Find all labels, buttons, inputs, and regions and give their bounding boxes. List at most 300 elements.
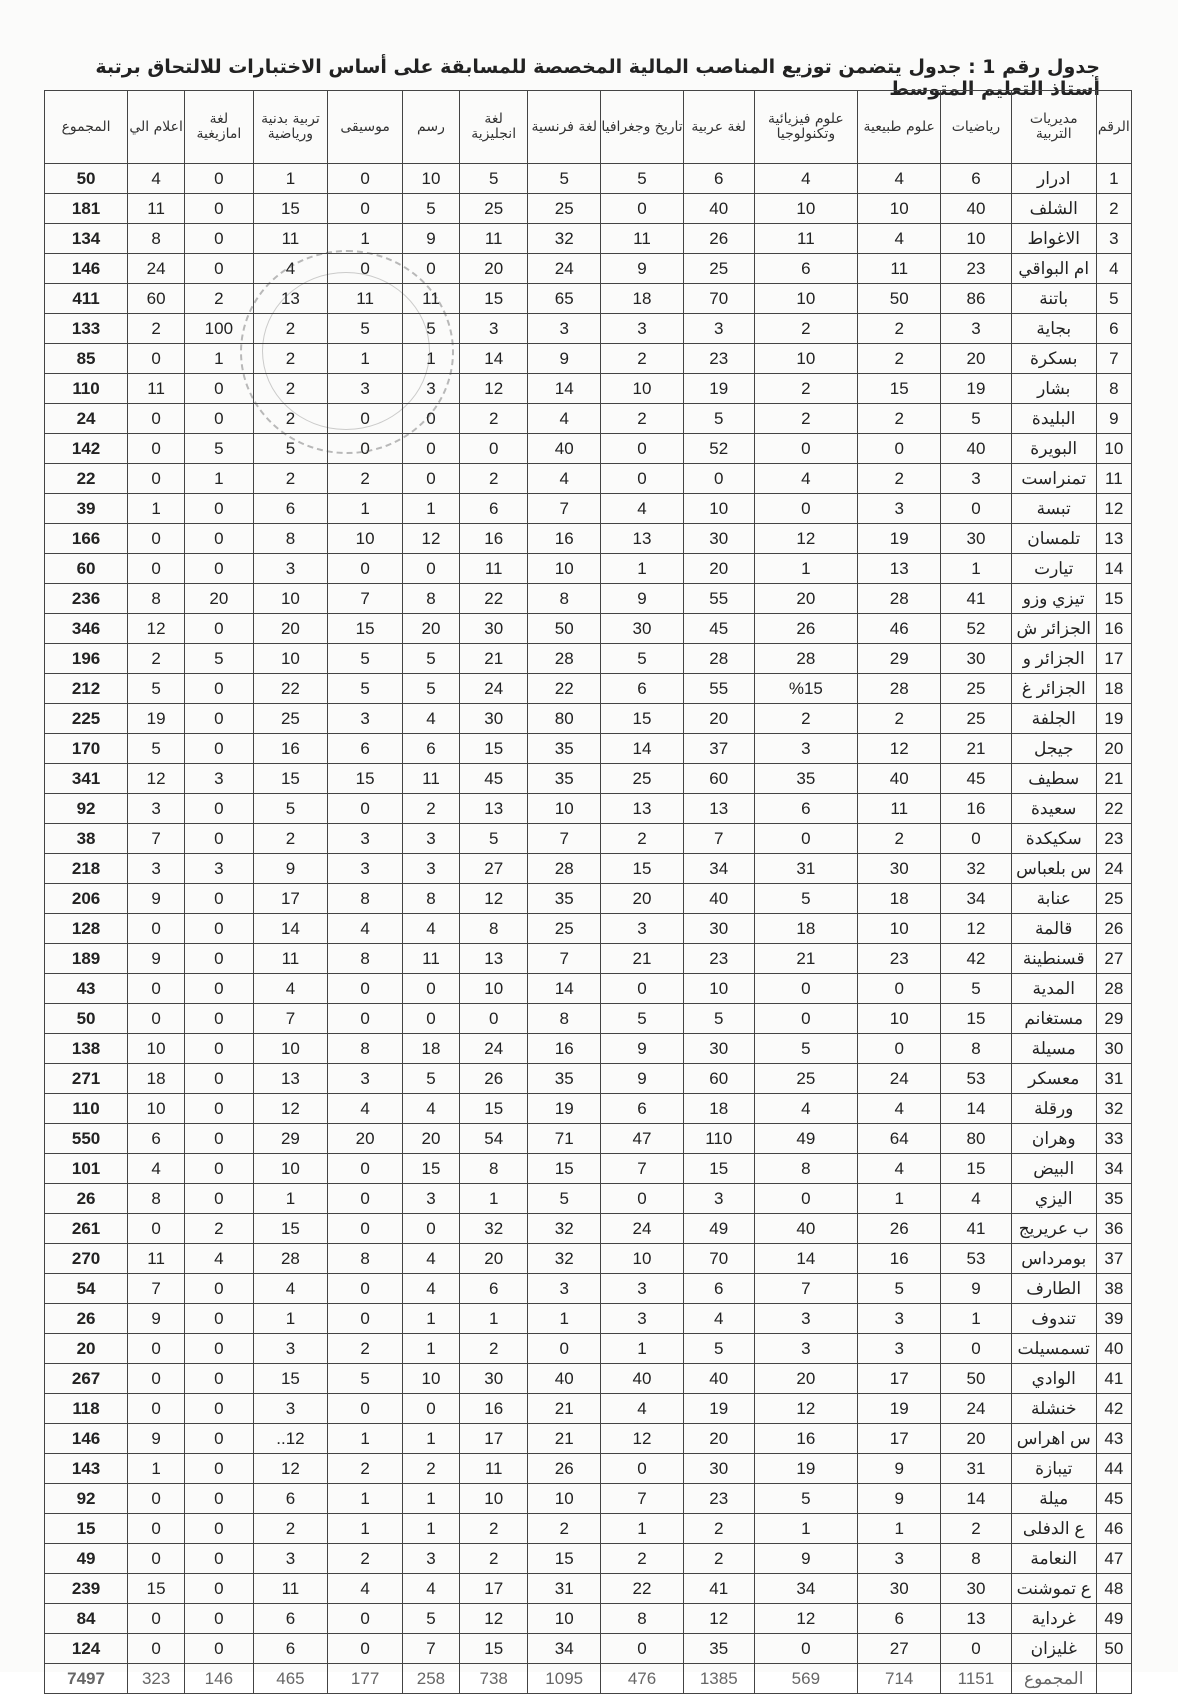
value-cell: 1 (941, 554, 1012, 584)
directorate-cell: الجزائر ش (1011, 614, 1096, 644)
value-cell: 8 (328, 1244, 403, 1274)
column-header: مديريات التربية (1011, 91, 1096, 164)
row-total-cell: 212 (45, 674, 128, 704)
value-cell: 15 (459, 1094, 527, 1124)
value-cell: 3 (402, 854, 459, 884)
value-cell: 7 (601, 1154, 684, 1184)
value-cell: 9 (754, 1544, 858, 1574)
value-cell: 4 (754, 164, 858, 194)
value-cell: 1 (754, 1514, 858, 1544)
value-cell: 6 (328, 734, 403, 764)
value-cell: 28 (528, 854, 601, 884)
value-cell: 18 (402, 1034, 459, 1064)
value-cell: 7 (528, 944, 601, 974)
directorate-cell: تمنراست (1011, 464, 1096, 494)
value-cell: 4 (128, 1154, 185, 1184)
value-cell: 24 (128, 254, 185, 284)
directorate-cell: معسكر (1011, 1064, 1096, 1094)
value-cell: 5 (128, 734, 185, 764)
value-cell: 41 (683, 1574, 754, 1604)
value-cell: 40 (858, 764, 941, 794)
value-cell: 8 (328, 884, 403, 914)
row-number-cell: 10 (1096, 434, 1131, 464)
value-cell: 12.. (253, 1424, 328, 1454)
table-row (45, 1034, 1132, 1064)
value-cell: 24 (601, 1214, 684, 1244)
value-cell: 2 (683, 1514, 754, 1544)
directorate-cell: الجلفة (1011, 704, 1096, 734)
value-cell: 34 (528, 1634, 601, 1664)
value-cell: 7 (402, 1634, 459, 1664)
directorate-cell: س بلعباس (1011, 854, 1096, 884)
value-cell: 0 (185, 1484, 253, 1514)
value-cell: 8 (459, 1154, 527, 1184)
row-number-cell: 36 (1096, 1214, 1131, 1244)
value-cell: 14 (941, 1094, 1012, 1124)
row-total-cell: 170 (45, 734, 128, 764)
value-cell: 177 (328, 1664, 403, 1694)
directorate-cell: الشلف (1011, 194, 1096, 224)
value-cell: 11 (402, 284, 459, 314)
table-row (45, 1094, 1132, 1124)
value-cell: 10 (128, 1094, 185, 1124)
value-cell: 3 (941, 314, 1012, 344)
value-cell: 8 (601, 1604, 684, 1634)
value-cell: 6 (253, 1604, 328, 1634)
directorate-cell: ام البواقي (1011, 254, 1096, 284)
value-cell: 1 (402, 1484, 459, 1514)
row-total-cell: 133 (45, 314, 128, 344)
directorate-cell: الطارف (1011, 1274, 1096, 1304)
table-row (45, 794, 1132, 824)
value-cell: 16 (459, 524, 527, 554)
value-cell: 9 (858, 1484, 941, 1514)
value-cell: 0 (128, 1484, 185, 1514)
value-cell: 9 (253, 854, 328, 884)
value-cell: 20 (402, 1124, 459, 1154)
value-cell: 2 (754, 374, 858, 404)
value-cell: 17 (253, 884, 328, 914)
value-cell: 13 (253, 284, 328, 314)
table-row (45, 434, 1132, 464)
value-cell: 10 (253, 1034, 328, 1064)
value-cell: 5 (941, 974, 1012, 1004)
value-cell: 1 (402, 1304, 459, 1334)
value-cell: 0 (683, 464, 754, 494)
row-number-cell: 42 (1096, 1394, 1131, 1424)
value-cell: 0 (185, 1154, 253, 1184)
value-cell: 14 (253, 914, 328, 944)
row-number-cell: 29 (1096, 1004, 1131, 1034)
value-cell: 4 (328, 1574, 403, 1604)
value-cell: 15 (528, 1154, 601, 1184)
value-cell: 1 (402, 1514, 459, 1544)
table-row (45, 974, 1132, 1004)
value-cell: 2 (459, 1514, 527, 1544)
value-cell: 5 (402, 644, 459, 674)
value-cell: 17 (459, 1424, 527, 1454)
table-row (45, 764, 1132, 794)
row-total-cell: 411 (45, 284, 128, 314)
value-cell: 14 (941, 1484, 1012, 1514)
value-cell: %15 (754, 674, 858, 704)
value-cell: 3 (402, 374, 459, 404)
value-cell: 7 (683, 824, 754, 854)
value-cell: 3 (601, 314, 684, 344)
value-cell: 3 (941, 464, 1012, 494)
value-cell: 32 (459, 1214, 527, 1244)
value-cell: 12 (941, 914, 1012, 944)
value-cell: 2 (528, 1514, 601, 1544)
value-cell: 16 (253, 734, 328, 764)
value-cell: 6 (754, 794, 858, 824)
row-total-cell: 146 (45, 1424, 128, 1454)
value-cell: 40 (683, 194, 754, 224)
value-cell: 50 (528, 614, 601, 644)
row-total-cell: 181 (45, 194, 128, 224)
value-cell: 0 (185, 1394, 253, 1424)
value-cell: 15 (459, 284, 527, 314)
row-total-cell: 101 (45, 1154, 128, 1184)
table-row (45, 1574, 1132, 1604)
row-number-cell: 43 (1096, 1424, 1131, 1454)
value-cell: 3 (858, 1544, 941, 1574)
row-total-cell: 20 (45, 1334, 128, 1364)
value-cell: 30 (941, 1574, 1012, 1604)
value-cell: 1 (253, 164, 328, 194)
value-cell: 15 (941, 1004, 1012, 1034)
row-number-cell: 32 (1096, 1094, 1131, 1124)
value-cell: 40 (941, 194, 1012, 224)
value-cell: 15 (128, 1574, 185, 1604)
value-cell: 12 (402, 524, 459, 554)
value-cell: 24 (941, 1394, 1012, 1424)
row-total-cell: 146 (45, 254, 128, 284)
value-cell: 10 (253, 584, 328, 614)
table-title: جدول رقم 1 : جدول يتضمن توزيع المناصب المالية المخصصة للمسابقة على أساس الاختبارات للالتحاق برتبة أستاذ التعليم المتوسط (95, 56, 1100, 100)
value-cell: 18 (128, 1064, 185, 1094)
directorate-cell: المدية (1011, 974, 1096, 1004)
row-total-cell: 341 (45, 764, 128, 794)
value-cell: 12 (683, 1604, 754, 1634)
value-cell: 9 (528, 344, 601, 374)
value-cell: 0 (185, 1184, 253, 1214)
value-cell: 10 (858, 914, 941, 944)
row-total-cell: 206 (45, 884, 128, 914)
value-cell: 4 (941, 1184, 1012, 1214)
value-cell: 6 (683, 164, 754, 194)
directorate-cell: قالمة (1011, 914, 1096, 944)
value-cell: 3 (402, 1184, 459, 1214)
value-cell: 2 (402, 1454, 459, 1484)
row-total-cell: 43 (45, 974, 128, 1004)
value-cell: 2 (128, 314, 185, 344)
table-row (45, 1184, 1132, 1214)
value-cell: 2 (601, 1544, 684, 1574)
row-number-cell: 26 (1096, 914, 1131, 944)
value-cell: 26 (858, 1214, 941, 1244)
value-cell: 8 (528, 584, 601, 614)
value-cell: 0 (185, 554, 253, 584)
value-cell: 25 (941, 674, 1012, 704)
table-row (45, 944, 1132, 974)
value-cell: 49 (754, 1124, 858, 1154)
value-cell: 0 (185, 794, 253, 824)
directorate-cell: النعامة (1011, 1544, 1096, 1574)
value-cell: 16 (459, 1394, 527, 1424)
value-cell: 10 (253, 1154, 328, 1184)
value-cell: 8 (402, 884, 459, 914)
row-number-cell: 46 (1096, 1514, 1131, 1544)
value-cell: 2 (754, 704, 858, 734)
value-cell: 5 (328, 1364, 403, 1394)
value-cell: 11 (128, 194, 185, 224)
row-number-cell: 35 (1096, 1184, 1131, 1214)
value-cell: 1 (328, 494, 403, 524)
directorate-cell: تيارت (1011, 554, 1096, 584)
value-cell: 12 (128, 764, 185, 794)
value-cell: 31 (528, 1574, 601, 1604)
value-cell: 3 (601, 1274, 684, 1304)
value-cell: 45 (459, 764, 527, 794)
value-cell: 3 (754, 1304, 858, 1334)
row-number-cell: 4 (1096, 254, 1131, 284)
total-row (45, 1664, 1132, 1694)
row-number-cell: 18 (1096, 674, 1131, 704)
value-cell: 35 (528, 1064, 601, 1094)
value-cell: 2 (459, 404, 527, 434)
value-cell: 5 (459, 164, 527, 194)
table-row (45, 464, 1132, 494)
value-cell: 6 (459, 494, 527, 524)
value-cell: 1 (128, 1454, 185, 1484)
value-cell: 34 (754, 1574, 858, 1604)
value-cell: 0 (185, 674, 253, 704)
value-cell: 8 (941, 1034, 1012, 1064)
table-row (45, 1484, 1132, 1514)
value-cell: 14 (528, 374, 601, 404)
value-cell: 9 (601, 1034, 684, 1064)
table-row (45, 1514, 1132, 1544)
value-cell: 32 (941, 854, 1012, 884)
row-number-cell: 27 (1096, 944, 1131, 974)
value-cell: 11 (754, 224, 858, 254)
value-cell: 5 (683, 1334, 754, 1364)
value-cell: 22 (253, 674, 328, 704)
value-cell: 16 (858, 1244, 941, 1274)
table-row (45, 1364, 1132, 1394)
value-cell: 12 (601, 1424, 684, 1454)
value-cell: 21 (528, 1424, 601, 1454)
value-cell: 20 (459, 1244, 527, 1274)
value-cell: 0 (185, 494, 253, 524)
table-row (45, 254, 1132, 284)
value-cell: 0 (128, 1214, 185, 1244)
value-cell: 0 (185, 944, 253, 974)
value-cell: 7 (528, 824, 601, 854)
row-total-cell: 236 (45, 584, 128, 614)
value-cell: 0 (128, 404, 185, 434)
value-cell: 30 (683, 914, 754, 944)
row-number-cell: 39 (1096, 1304, 1131, 1334)
value-cell: 15 (601, 854, 684, 884)
value-cell: 2 (459, 464, 527, 494)
table-row (45, 1394, 1132, 1424)
table-body (45, 164, 1132, 1694)
table-row (45, 674, 1132, 704)
value-cell: 12 (253, 1094, 328, 1124)
value-cell: 3 (253, 1394, 328, 1424)
value-cell: 86 (941, 284, 1012, 314)
value-cell: 1 (402, 1334, 459, 1364)
value-cell: 25 (601, 764, 684, 794)
row-number-cell: 19 (1096, 704, 1131, 734)
value-cell: 3 (185, 854, 253, 884)
value-cell: 3 (328, 704, 403, 734)
value-cell: 2 (328, 1544, 403, 1574)
value-cell: 1 (328, 1484, 403, 1514)
value-cell: 31 (754, 854, 858, 884)
value-cell: 13 (459, 794, 527, 824)
value-cell: 0 (328, 974, 403, 1004)
directorate-cell: خنشلة (1011, 1394, 1096, 1424)
value-cell: 9 (601, 254, 684, 284)
value-cell: 6 (402, 734, 459, 764)
row-number-cell: 12 (1096, 494, 1131, 524)
row-number-cell: 20 (1096, 734, 1131, 764)
value-cell: 3 (328, 1064, 403, 1094)
value-cell: 1 (253, 1184, 328, 1214)
value-cell: 11 (402, 944, 459, 974)
value-cell: 0 (128, 344, 185, 374)
value-cell: 30 (459, 704, 527, 734)
directorate-cell: غليزان (1011, 1634, 1096, 1664)
value-cell: 5 (328, 314, 403, 344)
row-number-cell: 33 (1096, 1124, 1131, 1154)
value-cell: 476 (601, 1664, 684, 1694)
value-cell: 0 (858, 974, 941, 1004)
value-cell: 1 (253, 1304, 328, 1334)
value-cell: 28 (858, 674, 941, 704)
row-number-cell: 34 (1096, 1154, 1131, 1184)
row-total-cell: 85 (45, 344, 128, 374)
value-cell: 1 (459, 1304, 527, 1334)
value-cell: 0 (128, 1604, 185, 1634)
value-cell: 5 (253, 434, 328, 464)
value-cell: 0 (185, 254, 253, 284)
table-row (45, 1454, 1132, 1484)
table-row (45, 194, 1132, 224)
value-cell: 16 (528, 1034, 601, 1064)
directorate-cell: بومرداس (1011, 1244, 1096, 1274)
value-cell: 9 (128, 884, 185, 914)
value-cell: 11 (253, 944, 328, 974)
value-cell: 0 (402, 1214, 459, 1244)
column-header: اعلام الي (128, 91, 185, 164)
value-cell: 2 (858, 314, 941, 344)
value-cell: 20 (683, 704, 754, 734)
value-cell: 5 (528, 1184, 601, 1214)
value-cell: 15 (858, 374, 941, 404)
value-cell: 3 (601, 1304, 684, 1334)
row-total-cell: 128 (45, 914, 128, 944)
value-cell: 2 (601, 344, 684, 374)
value-cell: 30 (683, 1034, 754, 1064)
value-cell: 22 (601, 1574, 684, 1604)
directorate-cell: مستغانم (1011, 1004, 1096, 1034)
value-cell: 20 (185, 584, 253, 614)
value-cell: 20 (754, 1364, 858, 1394)
value-cell: 23 (683, 1484, 754, 1514)
value-cell: 4 (402, 704, 459, 734)
directorate-cell: وهران (1011, 1124, 1096, 1154)
row-number-cell: 5 (1096, 284, 1131, 314)
value-cell: 0 (185, 1364, 253, 1394)
value-cell: 8 (328, 944, 403, 974)
value-cell: 6 (858, 1604, 941, 1634)
value-cell: 19 (754, 1454, 858, 1484)
value-cell: 20 (941, 1424, 1012, 1454)
value-cell: 0 (185, 1064, 253, 1094)
row-number-cell (1096, 1664, 1131, 1694)
value-cell: 3 (858, 1304, 941, 1334)
value-cell: 20 (941, 344, 1012, 374)
value-cell: 4 (128, 164, 185, 194)
row-total-cell: 550 (45, 1124, 128, 1154)
value-cell: 1 (601, 554, 684, 584)
value-cell: 25 (941, 704, 1012, 734)
row-total-cell: 110 (45, 374, 128, 404)
value-cell: 21 (941, 734, 1012, 764)
value-cell: 12 (128, 614, 185, 644)
value-cell: 0 (941, 494, 1012, 524)
value-cell: 7 (328, 584, 403, 614)
value-cell: 40 (683, 1364, 754, 1394)
value-cell: 8 (528, 1004, 601, 1034)
value-cell: 10 (528, 1484, 601, 1514)
value-cell: 70 (683, 1244, 754, 1274)
value-cell: 46 (858, 614, 941, 644)
directorate-cell: س اهراس (1011, 1424, 1096, 1454)
value-cell: 0 (328, 1274, 403, 1304)
table-row (45, 344, 1132, 374)
value-cell: 26 (459, 1064, 527, 1094)
value-cell: 9 (128, 1304, 185, 1334)
value-cell: 11 (128, 1244, 185, 1274)
value-cell: 5 (601, 644, 684, 674)
value-cell: 2 (858, 824, 941, 854)
value-cell: 71 (528, 1124, 601, 1154)
value-cell: 60 (128, 284, 185, 314)
value-cell: 10 (754, 284, 858, 314)
value-cell: 12 (754, 524, 858, 554)
row-total-cell: 39 (45, 494, 128, 524)
value-cell: 15 (601, 704, 684, 734)
value-cell: 40 (683, 884, 754, 914)
value-cell: 28 (528, 644, 601, 674)
value-cell: 1 (402, 494, 459, 524)
value-cell: 54 (459, 1124, 527, 1154)
value-cell: 323 (128, 1664, 185, 1694)
row-total-cell: 271 (45, 1064, 128, 1094)
column-header: لغة عربية (683, 91, 754, 164)
value-cell: 27 (459, 854, 527, 884)
value-cell: 5 (601, 164, 684, 194)
row-total-cell: 92 (45, 794, 128, 824)
value-cell: 3 (253, 1334, 328, 1364)
value-cell: 20 (754, 584, 858, 614)
value-cell: 15 (253, 1364, 328, 1394)
